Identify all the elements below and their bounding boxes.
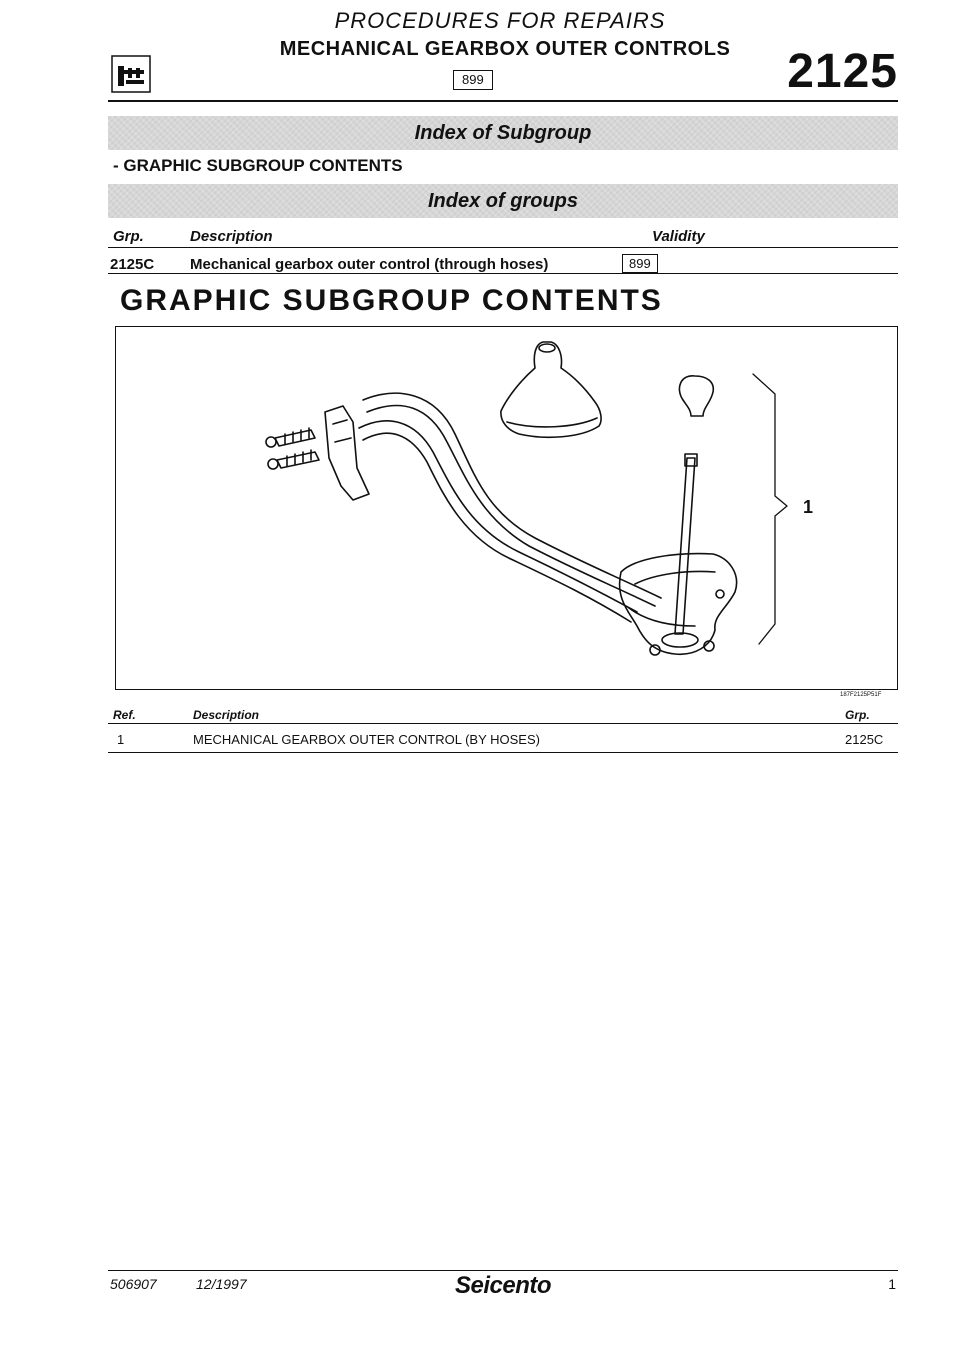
ref-header-ref: Ref.	[113, 708, 136, 722]
ref-header-rule	[108, 723, 898, 724]
ref-row-description: MECHANICAL GEARBOX OUTER CONTROL (BY HOSES)	[193, 732, 540, 747]
cable-end-connector-lower-icon	[277, 452, 319, 468]
figure-code: 187F2125P51F	[840, 692, 882, 698]
groups-row-description: Mechanical gearbox outer control (through hoses)	[190, 256, 549, 273]
groups-row-rule	[108, 273, 898, 274]
gear-knob-icon	[679, 376, 713, 416]
group-code: 2125	[787, 45, 898, 98]
footer-doc-number: 506907	[110, 1276, 157, 1292]
ref-header-description: Description	[193, 708, 260, 722]
groups-header-validity: Validity	[652, 228, 705, 245]
footer-page-number: 1	[888, 1276, 896, 1292]
page-title: MECHANICAL GEARBOX OUTER CONTROLS	[279, 38, 731, 60]
callout-bracket	[753, 374, 787, 644]
groups-index-banner: Index of groups	[108, 184, 898, 218]
groups-header-grp: Grp.	[113, 228, 144, 245]
subgroup-index-item: - GRAPHIC SUBGROUP CONTENTS	[113, 156, 403, 175]
groups-header-description: Description	[190, 228, 273, 245]
graphic-section-title: GRAPHIC SUBGROUP CONTENTS	[120, 284, 663, 317]
gear-cable-lower-icon	[359, 421, 637, 612]
callout-number: 1	[803, 497, 814, 517]
validity-badge: 899	[453, 70, 493, 90]
section-logo-icon	[110, 52, 160, 96]
gear-lever-icon	[675, 458, 695, 634]
ref-header-grp: Grp.	[845, 708, 870, 722]
gearbox-control-figure	[115, 326, 898, 690]
groups-row-validity: 899	[622, 254, 658, 273]
groups-row-grp: 2125C	[110, 256, 155, 273]
footer-rule	[108, 1270, 898, 1271]
ref-row-ref: 1	[117, 732, 125, 747]
gear-linkage-housing-icon	[620, 554, 737, 655]
footer-brand: Seicento	[455, 1272, 552, 1299]
subgroup-index-banner: Index of Subgroup	[108, 116, 898, 150]
footer-date: 12/1997	[196, 1276, 247, 1292]
ref-row-rule	[108, 752, 898, 753]
ref-row-grp: 2125C	[845, 732, 884, 747]
gear-boot-icon	[501, 342, 601, 437]
header-rule	[108, 100, 898, 102]
page-supertitle: PROCEDURES FOR REPAIRS	[334, 8, 666, 33]
groups-header-rule	[108, 247, 898, 248]
